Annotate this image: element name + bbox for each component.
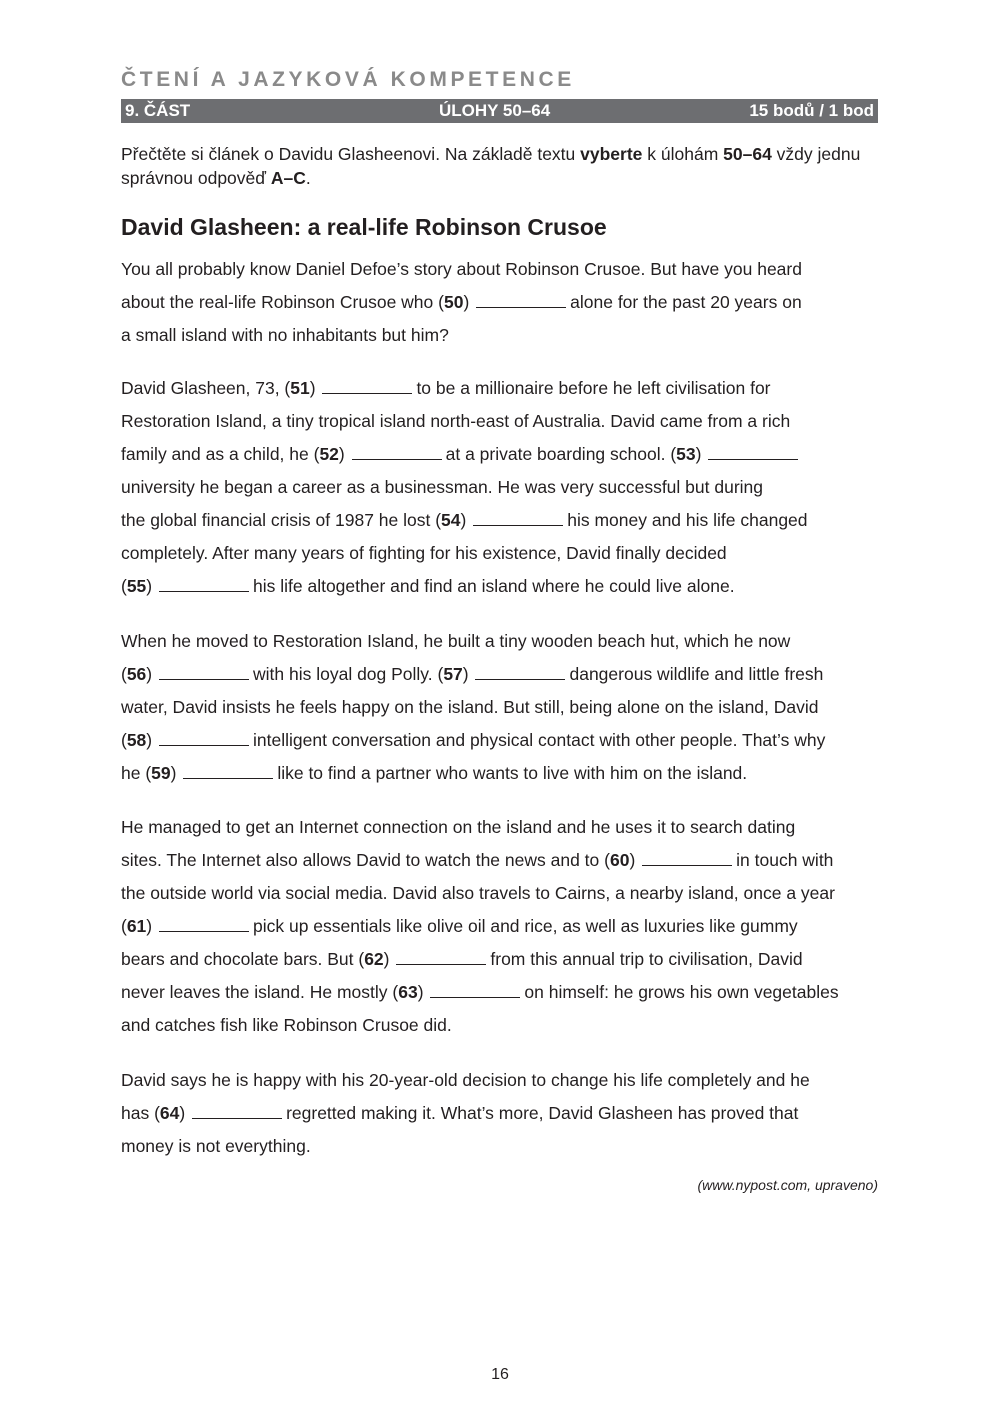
- text-line: a small island with no inhabitants but him?: [121, 325, 449, 345]
- points-label: 15 bodů / 1 bod: [749, 101, 874, 120]
- source-citation: (www.nypost.com, upraveno): [697, 1177, 878, 1193]
- text-fragment: intelligent conversation and physical contact with other people. That’s why: [253, 730, 826, 750]
- gap-blank[interactable]: [159, 577, 249, 592]
- text-line: Restoration Island, a tiny tropical island north-east of Australia. David came from a rich: [121, 411, 791, 431]
- text-fragment: pick up essentials like olive oil and rice, as well as luxuries like gummy: [253, 916, 798, 936]
- text-fragment: ): [463, 292, 470, 312]
- text-fragment: family and as a child, he (: [121, 444, 320, 464]
- instructions-text: .: [305, 168, 311, 188]
- text-line: [121, 378, 771, 399]
- text-fragment: ): [170, 763, 177, 783]
- gap-number: 62: [364, 949, 384, 969]
- text-fragment: ): [309, 378, 316, 398]
- text-fragment: dangerous wildlife and little fresh: [569, 664, 824, 684]
- text-fragment: never leaves the island. He mostly (: [121, 982, 399, 1002]
- gap-number: 50: [443, 292, 464, 312]
- text-line: [121, 730, 825, 751]
- text-fragment: ): [146, 576, 153, 596]
- gap-number: 54: [441, 510, 461, 530]
- text-fragment: in touch with: [736, 850, 834, 870]
- text-line: He managed to get an Internet connection on the island and he uses it to search dating: [121, 817, 796, 837]
- gap-number: 63: [398, 982, 418, 1002]
- gap-blank[interactable]: [159, 731, 249, 746]
- text-fragment: ): [179, 1103, 186, 1123]
- text-fragment: regretted making it. What’s more, David Glasheen has proved that: [286, 1103, 799, 1123]
- text-fragment: his money and his life changed: [567, 510, 808, 530]
- gap-number: 56: [126, 664, 147, 684]
- gap-blank[interactable]: [322, 379, 412, 394]
- gap-blank[interactable]: [396, 950, 486, 965]
- gap-number: 58: [126, 730, 147, 750]
- instructions-bold: 50–64: [723, 144, 772, 164]
- gap-blank[interactable]: [192, 1104, 282, 1119]
- text-line: water, David insists he feels happy on the island. But still, being alone on the island, David: [121, 697, 819, 717]
- gap-number: 55: [126, 576, 147, 596]
- text-line: When he moved to Restoration Island, he built a tiny wooden beach hut, which he now: [121, 631, 791, 651]
- text-line: [121, 292, 802, 313]
- text-fragment: like to find a partner who wants to live with him on the island.: [277, 763, 748, 783]
- instructions-bold: A–C: [270, 168, 306, 188]
- text-fragment: ): [460, 510, 467, 530]
- text-fragment: his life altogether and find an island where he could live alone.: [253, 576, 735, 596]
- text-fragment: (: [121, 664, 127, 684]
- text-fragment: (: [121, 730, 127, 750]
- gap-blank[interactable]: [430, 983, 520, 998]
- text-line: [121, 576, 735, 597]
- text-line: You all probably know Daniel Defoe’s story about Robinson Crusoe. But have you heard: [121, 259, 802, 279]
- text-line: [121, 916, 798, 937]
- gap-blank[interactable]: [476, 293, 566, 308]
- text-line: the outside world via social media. David also travels to Cairns, a nearby island, once a year: [121, 883, 835, 903]
- text-line: university he began a career as a businessman. He was very successful but during: [121, 477, 763, 497]
- gap-number: 57: [443, 664, 463, 684]
- text-line: money is not everything.: [121, 1136, 311, 1156]
- page-number: 16: [491, 1366, 509, 1383]
- section-title: ČTENÍ A JAZYKOVÁ KOMPETENCE: [121, 68, 575, 91]
- article-title: David Glasheen: a real-life Robinson Crusoe: [121, 214, 607, 240]
- text-fragment: bears and chocolate bars. But (: [121, 949, 365, 969]
- text-line: completely. After many years of fighting for his existence, David finally decided: [121, 543, 727, 563]
- section-header-bar: [121, 99, 878, 123]
- gap-number: 64: [159, 1103, 180, 1123]
- text-fragment: from this annual trip to civilisation, David: [490, 949, 803, 969]
- tasks-label: ÚLOHY 50–64: [439, 101, 551, 120]
- gap-blank[interactable]: [475, 665, 565, 680]
- gap-number: 61: [126, 916, 147, 936]
- text-fragment: ): [417, 982, 424, 1002]
- text-line: [121, 510, 808, 531]
- instructions-bold: vyberte: [580, 144, 643, 164]
- text-line: [121, 1103, 798, 1124]
- text-fragment: ): [338, 444, 345, 464]
- gap-blank[interactable]: [642, 851, 732, 866]
- gap-blank[interactable]: [159, 665, 249, 680]
- text-fragment: alone for the past 20 years on: [570, 292, 802, 312]
- text-fragment: ): [695, 444, 702, 464]
- instructions-text: Přečtěte si článek o Davidu Glasheenovi. Na základě textu: [121, 144, 581, 164]
- text-fragment: ): [146, 664, 153, 684]
- text-fragment: has (: [121, 1103, 160, 1123]
- text-fragment: ): [146, 916, 153, 936]
- text-line: and catches fish like Robinson Crusoe did.: [121, 1015, 452, 1035]
- text-fragment: with his loyal dog Polly. (: [253, 664, 444, 684]
- text-fragment: ): [383, 949, 390, 969]
- text-fragment: ): [146, 730, 153, 750]
- instructions-text: vždy jednu správnou odpověď: [121, 144, 861, 188]
- text-fragment: on himself: he grows his own vegetables: [524, 982, 839, 1002]
- text-line: [121, 664, 823, 685]
- text-line: David says he is happy with his 20-year-old decision to change his life completely and he: [121, 1070, 810, 1090]
- text-fragment: (: [121, 916, 127, 936]
- part-label: 9. ČÁST: [125, 101, 191, 120]
- text-line: [121, 982, 839, 1003]
- text-fragment: he (: [121, 763, 152, 783]
- gap-number: 52: [319, 444, 339, 464]
- text-fragment: ): [629, 850, 636, 870]
- text-line: [121, 763, 747, 784]
- instructions: [121, 142, 881, 190]
- gap-number: 51: [290, 378, 310, 398]
- text-fragment: ): [462, 664, 469, 684]
- text-line: [121, 850, 833, 871]
- instructions-text: k úlohám: [642, 144, 724, 164]
- text-fragment: sites. The Internet also allows David to watch the news and to (: [121, 850, 610, 870]
- text-fragment: David Glasheen, 73, (: [121, 378, 291, 398]
- gap-blank[interactable]: [473, 511, 563, 526]
- gap-blank[interactable]: [708, 445, 798, 460]
- text-fragment: (: [121, 576, 127, 596]
- gap-number: 59: [151, 763, 171, 783]
- text-fragment: the global financial crisis of 1987 he lost (: [121, 510, 442, 530]
- gap-blank[interactable]: [352, 445, 442, 460]
- text-line: [121, 444, 802, 465]
- text-fragment: about the real-life Robinson Crusoe who (: [121, 292, 444, 312]
- text-fragment: at a private boarding school. (: [445, 444, 677, 464]
- text-fragment: to be a millionaire before he left civilisation for: [416, 378, 771, 398]
- gap-number: 53: [676, 444, 696, 464]
- gap-blank[interactable]: [159, 917, 249, 932]
- gap-blank[interactable]: [183, 764, 273, 779]
- gap-number: 60: [609, 850, 630, 870]
- text-line: [121, 949, 803, 970]
